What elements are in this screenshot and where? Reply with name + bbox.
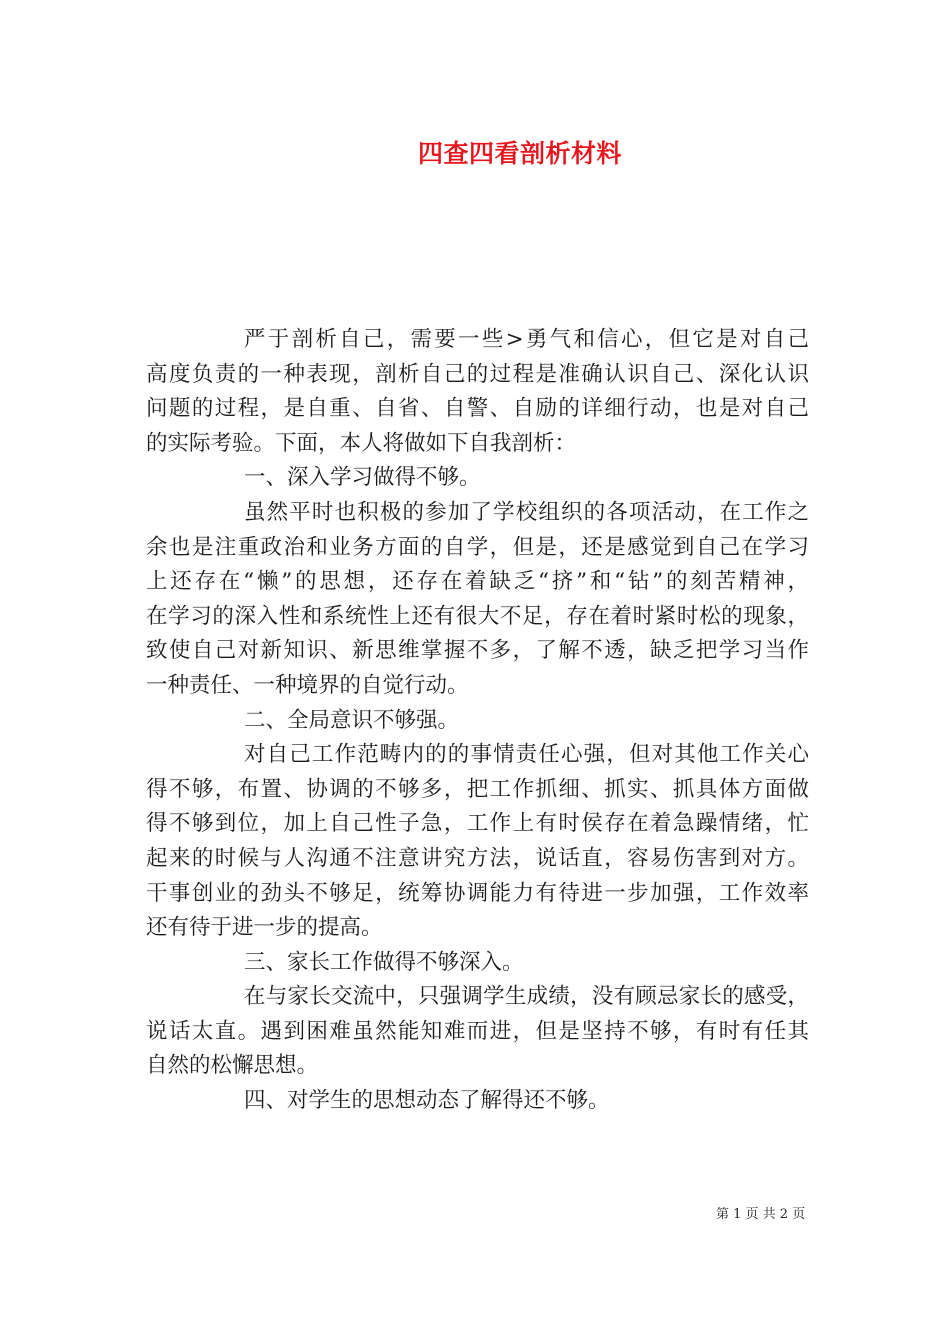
paragraph-line: 干事创业的劲头不够足，统筹协调能力有待进一步加强，工作效率: [146, 880, 809, 906]
paragraph-line: 得不够，布置、协调的不够多，把工作抓细、抓实、抓具体方面做: [146, 776, 809, 802]
paragraph-line: 一种责任、一种境界的自觉行动。: [146, 672, 469, 698]
paragraph-line: 上还存在“懒”的思想，还存在着缺乏“挤”和“钻”的刻苦精神，: [146, 569, 809, 595]
page-number: 第 1 页 共 2 页: [716, 1207, 806, 1222]
paragraph-line: 对自己工作范畴内的的事情责任心强，但对其他工作关心: [244, 742, 809, 768]
paragraph-line: 的实际考验。下面，本人将做如下自我剖析：: [146, 430, 577, 456]
document-body: [146, 323, 809, 1119]
paragraph-line: 在与家长交流中，只强调学生成绩，没有顾忌家长的感受，: [244, 984, 809, 1010]
paragraph-line: 说话太直。遇到困难虽然能知难而进，但是坚持不够，有时有任其: [146, 1018, 809, 1044]
section-heading: 二、全局意识不够强。: [244, 707, 460, 733]
paragraph-line: 问题的过程，是自重、自省、自警、自励的详细行动，也是对自己: [146, 396, 809, 422]
paragraph-line: 起来的时候与人沟通不注意讲究方法，说话直，容易伤害到对方。: [146, 845, 809, 871]
paragraph-line: 自然的松懈思想。: [146, 1053, 319, 1079]
document-title: 四查四看剖析材料: [417, 139, 622, 168]
paragraph-line: 虽然平时也积极的参加了学校组织的各项活动，在工作之: [244, 499, 809, 525]
paragraph-line: 致使自己对新知识、新思维掌握不多，了解不透，缺乏把学习当作: [146, 638, 809, 664]
paragraph-line: 余也是注重政治和业务方面的自学，但是，还是感觉到自己在学习: [146, 534, 809, 560]
paragraph-line: 得不够到位，加上自己性子急，工作上有时侯存在着急躁情绪，忙: [146, 811, 809, 837]
paragraph-line: 还有待于进一步的提高。: [146, 915, 383, 941]
section-heading: 四、对学生的思想动态了解得还不够。: [244, 1088, 610, 1114]
paragraph-line: 高度负责的一种表现，剖析自己的过程是准确认识自己、深化认识: [146, 361, 809, 387]
section-heading: 一、深入学习做得不够。: [244, 465, 481, 491]
paragraph-line: 在学习的深入性和系统性上还有很大不足，存在着时紧时松的现象，: [146, 603, 809, 629]
section-heading: 三、家长工作做得不够深入。: [244, 949, 524, 975]
paragraph-line: 严于剖析自己，需要一些>勇气和信心，但它是对自己: [244, 327, 809, 352]
